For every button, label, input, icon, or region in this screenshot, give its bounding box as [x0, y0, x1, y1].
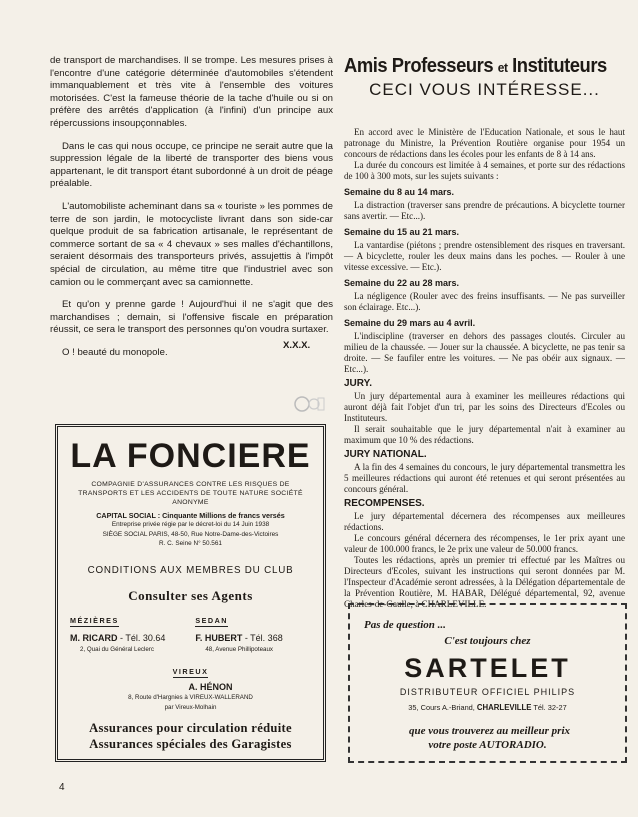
jury-national-title: JURY NATIONAL. — [344, 449, 427, 460]
fonciere-hq: SIÈGE SOCIAL PARIS, 48-50, Rue Notre-Dame-des-Victoires — [102, 530, 279, 538]
fonciere-rc: R. C. Seine N° 50.561 — [159, 540, 222, 547]
week-text: La négligence (Rouler avec des freins insuffisants. — Ne pas surveiller son éclairage. Etc...). — [344, 291, 625, 312]
week-text: La vantardise (piétons ; prendre ostensiblement des risques en traversant. — A bicyclette, rouler les deux mains dans les poches. — Rouler à une vitesse excessive. — Etc.). — [344, 240, 625, 272]
la-fonciere-ad — [55, 424, 326, 762]
fonciere-slogans — [58, 720, 323, 752]
sartelet-brand: SARTELET — [404, 653, 571, 683]
jury-national-paragraph: A la fin des 4 semaines du concours, le jury départemental transmettra les 5 meilleures rédactions qui auront été retenues et qui seront présentées au concours général. — [344, 462, 625, 494]
agent-city: VIREUX — [172, 666, 209, 676]
sartelet-distributor: DISTRIBUTEUR OFFICIEL PHILIPS — [399, 687, 576, 697]
week-title: Semaine du 29 mars au 4 avril. — [344, 318, 476, 328]
sartelet-ad — [348, 603, 627, 763]
agent-name: A. HÉNON — [188, 681, 233, 692]
rewards-paragraph: Toutes les rédactions, après un premier tri effectué par les Maîtres ou Directeurs d'Ecoles, suivant les instructions qui seront données par M. l'Inspecteur d'Académie seront adressées, à la Délégation départementale de la Prévention Routière, M. HABAR, Délégué départemental, 92, avenue Charles-de-Gaulle, à CHARLEVILLE. — [344, 555, 625, 609]
fonciere-subtitle: COMPAGNIE D'ASSURANCES CONTRE LES RISQUES DE TRANSPORTS ET LES ACCIDENTS DE TOUTE NATURE SOCIÉTÉ ANONYME — [78, 481, 303, 506]
agent-city: SEDAN — [195, 615, 228, 625]
agent-name: M. RICARD - Tél. 30.64 — [70, 632, 166, 643]
fonciere-decree: Entreprise privée régie par le décret-loi du 14 Juin 1938 — [111, 521, 270, 528]
week-title: Semaine du 22 au 28 mars. — [344, 278, 460, 288]
agent-mezieres — [70, 610, 186, 653]
agent-address: 48, Avenue Phillipoteaux — [205, 645, 273, 653]
fonciere-title: LA FONCIERE — [70, 437, 311, 475]
agent-address: par Vireux-Molhain — [164, 703, 217, 711]
article-paragraph: L'automobiliste acheminant dans sa « touriste » les pommes de terre de son jardin, le motocycliste livrant dans son side-car quelque produit de sa fabrication artisanale, le représentant de commerce sortant de sa « 4 chevaux » ses malles d'échantillons, seraient désormais des transporteurs privés, assujettis à l'impôt spécial de circulation, au même titre que l'industriel avec son camion ou le commerçant avec sa camionnette. — [50, 200, 333, 288]
agent-address: 2, Quai du Général Leclerc — [80, 645, 154, 653]
article-paragraph: Dans le cas qui nous occupe, ce principe ne serait autre que la suppression légale de la liberté de transporter des biens vous appartenant, le dit transport étant subordonné à un droit de péage préalable. — [50, 140, 333, 190]
week-text: L'indiscipline (traverser en dehors des passages cloutés. Circuler au milieu de la chaussée. — Jouer sur la chaussée. A bicyclette, ne pas tenir sa droite. — Se faufiler entre les voitures. — Ne pas obéir aux signaux. — Etc...). — [344, 331, 625, 374]
jury-paragraph: Un jury départemental aura à examiner les meilleures rédactions qui auront déjà fait l'objet d'un tri, par les soins des Directeurs d'Ecoles ou Instituteurs. — [344, 391, 625, 423]
agent-sedan — [195, 610, 311, 653]
contest-headline: Amis Professeurs et Instituteurs — [344, 55, 607, 77]
sartelet-tagline: Pas de question ... — [364, 619, 446, 631]
fonciere-agents — [70, 610, 311, 653]
page-number: 4 — [59, 782, 65, 793]
rewards-title: RECOMPENSES. — [344, 498, 425, 509]
fonciere-slogan: Assurances pour circulation réduite — [89, 720, 292, 735]
week-title: Semaine du 15 au 21 mars. — [344, 227, 460, 237]
rewards-paragraph: Le jury départemental décernera des récompenses aux meilleures rédactions. — [344, 511, 625, 532]
agent-vireux — [58, 661, 323, 712]
contest-header — [344, 55, 625, 100]
fonciere-slogan: Assurances spéciales des Garagistes — [89, 736, 292, 751]
sartelet-pitch: que vous trouverez au meilleur prix — [408, 725, 571, 737]
agent-name: F. HUBERT - Tél. 368 — [195, 632, 283, 643]
contest-subheadline: CECI VOUS INTÉRESSE... — [369, 80, 600, 99]
week-text: La distraction (traverser sans prendre de précautions. A bicyclette tourner sans avertir. — Etc...). — [344, 200, 625, 221]
intro-paragraph: La durée du concours est limitée à 4 semaines, et porte sur des rédactions de 100 à 300 mots, sur les sujets suivants : — [344, 160, 625, 181]
week-title: Semaine du 8 au 14 mars. — [344, 187, 455, 197]
sartelet-pitch: votre poste AUTORADIO. — [428, 739, 547, 751]
rewards-paragraph: Le concours général décernera des récompenses, le 1er prix ayant une valeur de 100.000 francs, le 2e prix une valeur de 50.000 francs. — [344, 533, 625, 554]
fonciere-conditions: CONDITIONS AUX MEMBRES DU CLUB — [87, 564, 294, 576]
agent-city: MÉZIÈRES — [70, 615, 119, 625]
contest-article — [344, 127, 625, 610]
sartelet-tagline: C'est toujours chez — [444, 635, 531, 647]
article-paragraph: de transport de marchandises. Il se trompe. Les mesures prises à l'encontre d'une catégorie déterminée d'automobiles s'étendent immanquablement et très vite à l'ensemble des voitures motorisées. C'est la fameuse théorie de la tache d'huile ou si on préfère des arrêtés d'application (à l'infini) d'un principe aux répercussions insoupçonnables. — [50, 55, 333, 129]
jury-paragraph: Il serait souhaitable que le jury départemental n'ait à examiner au maximum que 10 % des rédactions. — [344, 424, 625, 445]
article-left-column — [50, 55, 333, 369]
agent-address: 8, Route d'Hargnies à VIREUX-WALLERAND — [128, 693, 253, 701]
article-paragraph: Et qu'on y prenne garde ! Aujourd'hui il ne s'agit que des marchandises ; demain, si l'offensive fiscale en préparation réussit, ce sera le transport des personnes qu'on voudra surtaxer. — [50, 299, 333, 336]
intro-paragraph: En accord avec le Ministère de l'Education Nationale, et sous le haut patronage du Ministre, la Prévention Routière organise pour 1954 un concours de rédactions dans les écoles pour les enfants de 8 à 14 ans. — [344, 127, 625, 159]
stamp-watermark — [294, 393, 326, 415]
jury-title: JURY. — [344, 378, 372, 389]
article-paragraph: O ! beauté du monopole. — [62, 346, 168, 358]
article-signature: X.X.X. — [283, 340, 311, 351]
fonciere-capital: CAPITAL SOCIAL : Cinquante Millions de francs versés — [96, 511, 285, 520]
fonciere-consult: Consulter ses Agents — [128, 587, 253, 603]
sartelet-address: 35, Cours A.-Briand, CHARLEVILLE Tél. 32-27 — [408, 703, 567, 712]
